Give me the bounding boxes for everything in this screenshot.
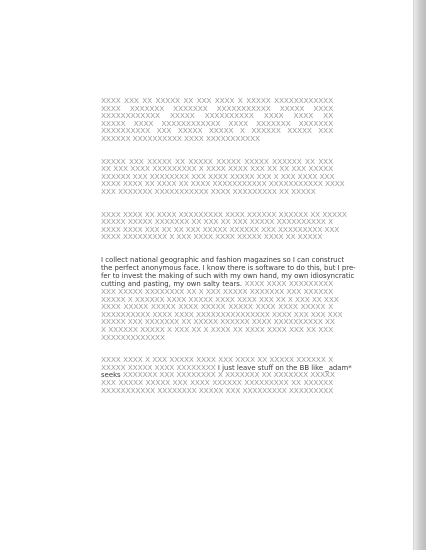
- readable-text: seeks: [101, 371, 123, 380]
- text-line: XXXX XXXX XX XXXX XX XXXX XXXXXXXXXXX XXXXXXXXXXX XXXX: [101, 179, 345, 189]
- readable-text: I just leave stuff on the BB like _adam*: [215, 363, 352, 372]
- paragraph: [101, 209, 347, 242]
- text-line: XXXXXXXXXX XXX XXXXX XXXXX X XXXXXX XXXXX XXX: [101, 126, 333, 136]
- text-line: XXXXXX XXX XXXXXXXX XXX XXXX XXXXX XXX X XXX XXXX XXX: [101, 171, 335, 181]
- text-line: XXXXX XXX XXXXXXX XX XXXXX XXXXXX XXXX XXXXXXXXXX XX: [101, 317, 335, 327]
- redacted-text: XXXXXXX XXX XXXXXXXX X XXXXXXX XX XXXXXXX XXXXX: [122, 370, 335, 380]
- paragraph: [101, 255, 356, 342]
- text-line: XXXXXXXXXXX XXXXXXXX XXXXX XXX XXXXXXXXX XXXXXXXXX: [101, 385, 334, 395]
- text-line: XXXXX X XXXXXX XXXX XXXXX XXXX XXXX XXX XX X XXX XX XXX: [101, 294, 339, 304]
- paragraph: [101, 156, 345, 196]
- text-line: the perfect anonymous face. I know there is software to do this, but I pre-: [101, 264, 356, 273]
- text-line: XXX XXXXXXX XXXXXXXXXXX XXXX XXXXXXXXX XX XXXXX: [101, 186, 316, 196]
- text-line: XXXXX XXX XXXXX XX XXXXX XXXXX XXXXX XXXXXX XX XXX: [101, 156, 333, 166]
- text-line: XXXXXXXXXXXXX: [101, 332, 165, 342]
- paragraph-gap: [101, 143, 333, 158]
- text-line: XXXXXXXXXX XXXX XXXX XXXXXXXXXXXXXXX XXXX XXX XXX XXX: [101, 309, 343, 319]
- text-line: I collect national geographic and fashion magazines so I can construct: [101, 255, 345, 264]
- text-line: XXXX XXX XX XXXXX XX XXX XXXX X XXXXX XXXXXXXXXXXX: [101, 96, 333, 105]
- text-line: XXX XXXXX XXXXX XXX XXXX XXXXXX XXXXXXXXX XX XXXXXX: [101, 378, 333, 387]
- paragraph: [101, 355, 352, 395]
- text-line: X XXXXXX XXXXX X XXX XX X XXXX XX XXXX XXXX XXX XX XXX: [101, 325, 333, 335]
- redacted-text: XXXXX XXXXX XXXX XXXXXXXX: [101, 362, 216, 372]
- paragraph-gap: [101, 196, 333, 211]
- text-line: XXXXX XXXXX XXXXXXX XX XXX XX XXX XXXXX XXXXXXXXXX X: [101, 217, 333, 227]
- paragraph: [101, 97, 333, 143]
- text-line: XXXXXXXXXXXX XXXXX XXXXXXXXXX XXXX XXXX XX: [101, 111, 333, 121]
- text-line: fer to invest the making of such with my own hand, my own idiosyncratic: [101, 272, 355, 281]
- text-line: XXXX XXXXXXX XXXXXXX XXXXXXXXXXX XXXXX XXXX: [101, 103, 333, 113]
- text-line: XXXX XXXX XXX XX XX XXX XXXXX XXXXXX XXX XXXXXXXXX XXX: [101, 224, 340, 234]
- text-line: XXXXX XXXX XXXXXXXXXXXX XXXX XXXXXXX XXXXXXX: [101, 118, 333, 128]
- text-line: XX XXX XXXX XXXXXXXXX X XXXX XXXX XXX XX XX XXX XXXXX: [101, 164, 333, 174]
- paragraph-gap: [101, 241, 333, 256]
- text-line: XXX XXXXX XXXXXXXX XX X XXX XXXXX XXXXXXX XXX XXXXXX: [101, 287, 333, 297]
- document-page: [101, 96, 356, 395]
- readable-text: cutting and pasting, my own salty tears.: [101, 280, 243, 289]
- page-edge-shadow: [414, 0, 426, 550]
- text-line: XXXX XXXXX XXXXX XXXX XXXXX XXXXX XXXX XXXX XXXXX X: [101, 302, 333, 312]
- redacted-text: XXXX XXXX XXXXXXXXX: [242, 279, 333, 289]
- text-line: XXXX XXXXXXXXX X XXX XXXX XXXX XXXXX XXXX XX XXXXX: [101, 232, 323, 242]
- text-line: XXXX XXXX XX XXXX XXXXXXXXX XXXX XXXXXX XXXXXX XX XXXXX: [101, 209, 347, 219]
- paragraph-gap: [101, 341, 333, 356]
- text-line: XXXXXX XXXXXXXXXX XXXX XXXXXXXXXXX: [101, 133, 260, 143]
- text-line: XXXX XXXX X XXX XXXXX XXXX XXX XXXX XX XXXXX XXXXXX X: [101, 355, 333, 365]
